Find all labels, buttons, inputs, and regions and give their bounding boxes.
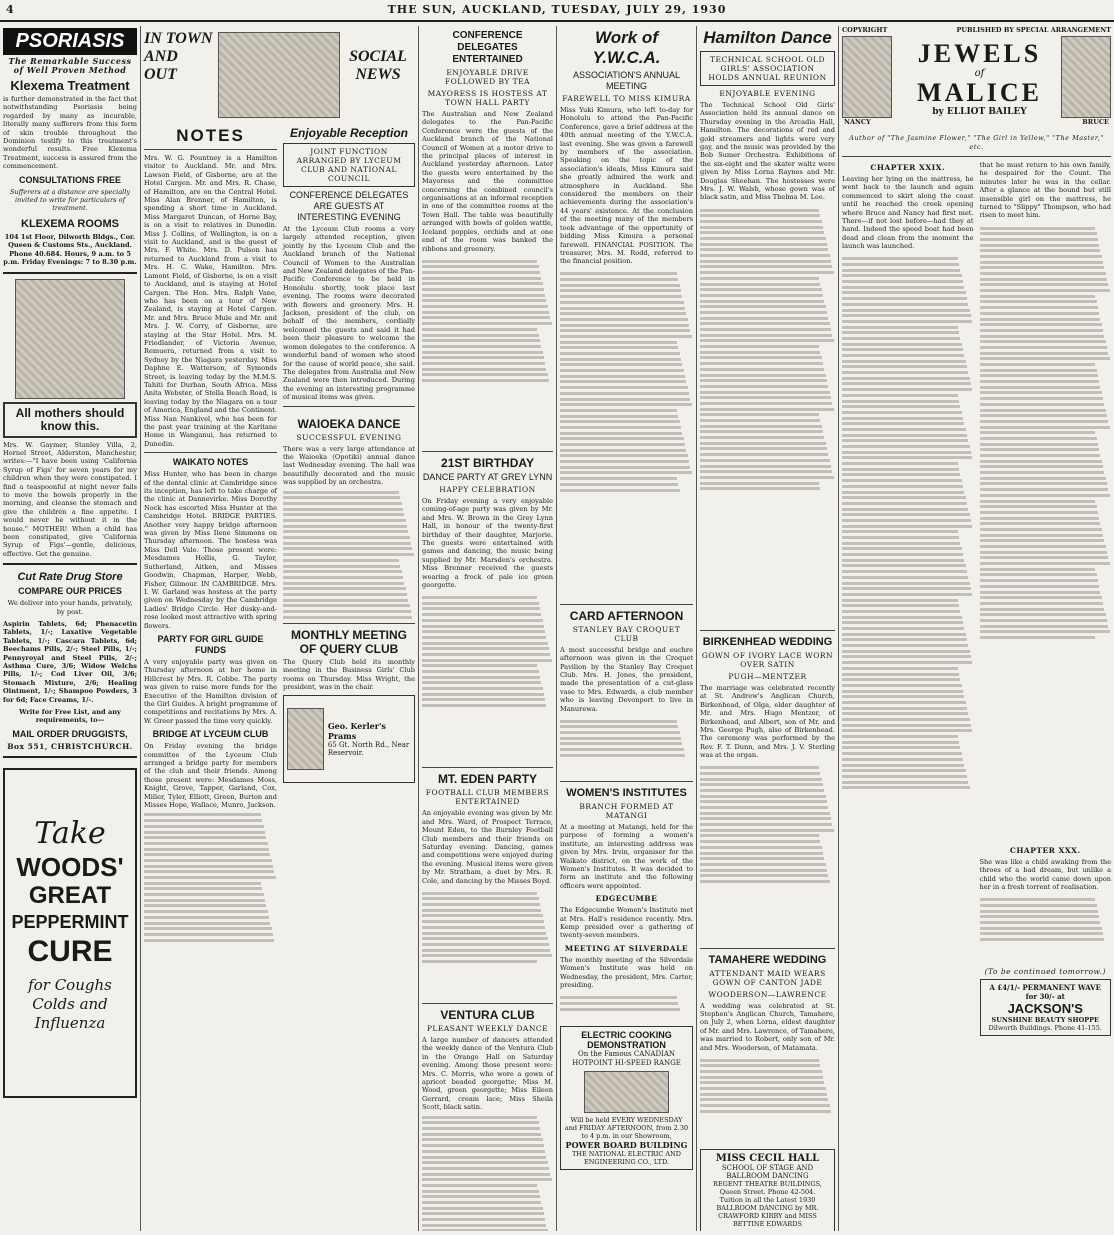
column-filler-text <box>560 717 693 777</box>
query-club-body: The Query Club held its monthly meeting in the Business Girls' Club rooms on Thursday. Miss Wright, the president, was in the chair. <box>283 657 415 691</box>
serial-header <box>842 26 1111 34</box>
jewels-title: JEWELS <box>917 39 1042 68</box>
waikato-heading: WAIKATO NOTES <box>172 457 249 468</box>
birthday-heading: 21ST BIRTHDAY <box>441 455 534 470</box>
ywca-subheading-2: FAREWELL TO MISS KIMURA <box>562 94 691 103</box>
woods-great: GREAT <box>28 881 112 909</box>
women-institutes-body: At a meeting at Matangi, held for the purpose of forming a women's institute, an interesting address was given by Mrs. Irvin, organiser for the Waikato district, on the work of the Women's Institutes. It was decided to form an institute and the following officers were appointed. <box>560 822 693 890</box>
klexema-body: is further demonstrated in the fact that notwithstanding Psoriasis being regarded by many as incurable, literally many sufferers from this form of skin trouble throughout the Dominion testify to this treatment's wonderful results. Free Klexema Treatment, success is assured from the commencement. <box>3 95 137 171</box>
electric-ad-when: Will be held EVERY WEDNESDAY and FRIDAY AFTERNOON, from 2.30 to 4 p.m. in our Showroom, <box>564 1116 689 1141</box>
reception-box: JOINT FUNCTION ARRANGED BY LYCEUM CLUB AND NATIONAL COUNCIL <box>283 143 415 187</box>
pram-ad <box>283 695 415 783</box>
jewels-credit: Author of "The Jasmine Flower," "The Girl in Yellow," "The Master," etc. <box>849 134 1104 151</box>
drug-store-price-list: Aspirin Tablets, 6d; Phenacetin Tablets, 1/-; Laxative Vegetable Tablets, 1/-; Cascara Tablets, 6d; Beechams Pills, 2/-; Steel Pills, 1/-; Pennyroyal and Steel Pills, 2/-; Asthma Cure, 3/6; Widow Welchs Pills, 1/-; Cod Liver Oil, 3/6; Stomach Mixture, 2/6; Healing Ointment, 1/-; Shampoo Powders, 3 for 6d; Face Creams, 1/-. <box>3 620 137 704</box>
divider <box>700 630 835 631</box>
card-heading: CARD AFTERNOON <box>569 608 684 623</box>
serial-columns <box>842 161 1111 1045</box>
electric-ad-heading: ELECTRIC COOKING DEMONSTRATION <box>581 1030 672 1051</box>
ventura-heading: VENTURA CLUB <box>440 1008 535 1023</box>
waioeka-body: There was a very large attendance at the Waioeka (Opotiki) annual dance last Wednesday evening. The hall was beautifully decorated and the music was supplied by an orchestra. <box>283 444 415 487</box>
pram-illustration <box>287 708 324 770</box>
eden-subheading: FOOTBALL CLUB MEMBERS ENTERTAINED <box>425 788 550 807</box>
tamahere-body: A wedding was celebrated at St. Stephen's Anglican Church, Tamahere, on July 2, when Lorna, eldest daughter of Mr. and Mrs. Lawrence, of Tamahere, was married to Robert, only son of Mr. and Mrs. Wooderson, of Matamata. <box>700 1001 835 1052</box>
column-ywca <box>557 26 696 1231</box>
serial-right-text: that he must return to his own family, he despaired for the Count. The minutes later he was in the cellar. After a glance at the bound but still insensible girl on the mattress, he turned to "Slippy" Thompson, who had risen to meet him. <box>979 161 1111 220</box>
jacksons-wave-ad <box>980 979 1112 1036</box>
reception-subheading: CONFERENCE DELEGATES ARE GUESTS AT INTERESTING EVENING <box>289 190 409 222</box>
conference-heading: CONFERENCE DELEGATES ENTERTAINED <box>452 30 523 65</box>
divider <box>144 452 277 453</box>
column-filler-text <box>842 255 974 1045</box>
banner-in-town-and-out: IN TOWN AND OUT <box>144 30 213 83</box>
divider <box>283 623 415 624</box>
divider <box>842 156 1111 157</box>
jewels-of-malice-banner <box>842 36 1111 132</box>
masthead-title: THE SUN, AUCKLAND, TUESDAY, JULY 29, 1930 <box>387 3 727 16</box>
wave-ad-name: JACKSON'S <box>1007 1001 1083 1017</box>
psoriasis-tagline: The Remarkable Success of Well Proven Method <box>8 56 132 75</box>
woods-take: Take <box>34 815 106 851</box>
divider <box>3 563 137 565</box>
nancy-label: NANCY <box>844 118 871 126</box>
hamilton-heading: Hamilton Dance <box>703 28 832 47</box>
electric-ad-where: POWER BOARD BUILDING <box>565 1140 688 1151</box>
divider <box>560 604 693 605</box>
serial-chapter-30-text: She was like a child awaking from the throes of a bad dream, but unlike a child who the world came down upon her in a fresh torrent of realisation. <box>979 857 1111 892</box>
chapter-29-heading: CHAPTER XXIX. <box>870 163 946 172</box>
klexema-rooms-address: 104 1st Floor, Dilworth Bldgs., Cor. Queen & Customs Sts., Auckland. Phone 40.684. Hours, 9 a.m. to 5 p.m. Friday Evenings: 7 to 8.30 p.m. <box>3 232 137 267</box>
tamahere-subheading: ATTENDANT MAID WEARS GOWN OF CANTON JADE <box>709 968 826 987</box>
consultations-note: Sufferers at a distance are specially invited to write for particulars of treatment. <box>9 187 131 213</box>
column-filler-text <box>422 889 553 999</box>
divider <box>422 1003 553 1004</box>
mothers-headline: All mothers should know this. <box>3 402 137 438</box>
wave-ad-shop: SUNSHINE BEAUTY SHOPPE <box>991 1016 1099 1025</box>
reception-heading: Enjoyable Reception <box>289 126 409 140</box>
cecil-hall-ad <box>700 1149 835 1231</box>
divider <box>283 406 415 407</box>
mothers-body: Mrs. W. Gaymer, Stanley Villa, 2, Hornel Street, Alderston, Manchester, writes:—"I have been using 'California Syrup of Figs' for seven years for my children when they were constipated. I find a teaspoonful at night never fails to move the bowels properly in the morning, and cleanse the stomach and give the children a fine appetite. I would never be without it in the house." MOTHER! When a child has been constipated, give 'California Syrup of Figs'—gentle, delicious, effective. Get the genuine. <box>3 440 137 558</box>
drug-store-signature: MAIL ORDER DRUGGISTS, <box>12 728 128 739</box>
party-heading: PARTY FOR GIRL GUIDE FUNDS <box>157 633 264 655</box>
pram-address: 65 Gt. North Rd., Near Reservoir. <box>327 741 410 758</box>
hamilton-box: TECHNICAL SCHOOL OLD GIRLS' ASSOCIATION HOLDS ANNUAL REUNION <box>700 51 835 86</box>
drug-store-subtitle: COMPARE OUR PRICES <box>18 586 122 597</box>
copyright-label: COPYRIGHT <box>842 26 888 34</box>
woods-name: WOODS' <box>16 851 124 882</box>
reception-body: At the Lyceum Club rooms a very largely attended reception, given jointly by the Lyceum Club and the Auckland branch of the National Council of Women to the Australian and New Zealand delegates of the Pan-Pacific Conference to be held in Honolulu shortly, took place last evening. The rooms were decorated with flowers and greenery. Mrs. H. Jackson, president of the club, on behalf of the members, cordially welcomed the guests and said it had been their pleasure to welcome the women delegates to the conference. A wonderful band of women who stood for the cause of world peace, she said. The delegates from Australia and New Zealand were then introduced. During the evening an interesting programme of musical items was given. <box>283 225 415 402</box>
column-ads-left <box>0 26 140 1231</box>
column-conference <box>419 26 556 1231</box>
edgecumbe-body: The Edgecumbe Women's Institute met at Mrs. Hall's residence recently. Mrs. Kemp presided over a gathering of twenty-seven members. <box>560 906 693 940</box>
column-filler-text <box>560 993 693 1023</box>
klexema-title: Klexema Treatment <box>10 78 130 93</box>
birthday-body: On Friday evening a very enjoyable coming-of-age party was given by Mr. and Mrs. W. Brown in the Grey Lynn Hall, in honour of the twenty-first birthday of their daughter, Marjorie. The guests were entertained with games and dancing, the music being supplied by Mr. Marsden's orchestra. Miss Brenner received the guests wearing a frock of pale ice green georgette. <box>422 496 553 589</box>
jewels-malice: MALICE <box>917 78 1042 107</box>
wave-ad-text: A £4/1/- PERMANENT WAVE for 30/- at <box>989 983 1101 1002</box>
birkenhead-body: The marriage was celebrated recently at St. Andrew's Anglican Church, Birkenhead, of Olga, elder daughter of Mr. and Mrs. Hugo Mentzer, of Birkenhead, and Albert, son of Mr. and Mrs. George Pugh, also of Birkenhead. The ceremony was performed by the Rev. F. T. Dunn, and Mrs. J. V. Sterling was at the organ. <box>700 683 835 760</box>
wave-ad-address: Dilworth Buildings. Phone 41-155. <box>988 1024 1102 1033</box>
column-filler-text <box>980 895 1112 965</box>
jewels-title-block <box>896 40 1063 118</box>
divider <box>560 781 693 782</box>
cecil-hall-heading: MISS CECIL HALL <box>715 1152 820 1164</box>
masthead-rule <box>0 20 1114 22</box>
ventura-body: A large number of dancers attended the weekly dance of the Ventura Club in the Orange Hall on Saturday evening. Among those present were: Mrs. C. Morris, who wore a gown of apricot beaded georgette; Miss M. Wood, green georgette; Miss Eileen Gerrard, cream lace; Miss Sheila Scott, black satin. <box>422 1036 553 1112</box>
ywca-heading: Work of Y.W.C.A. <box>592 28 661 67</box>
column-filler-text <box>422 593 553 763</box>
drug-store-title: Cut Rate Drug Store <box>17 571 123 584</box>
ventura-subheading: PLEASANT WEEKLY DANCE <box>426 1024 549 1034</box>
cecil-hall-body: Tuition in all the Latest 1930 BALLROOM DANCING by MR. CRAWFORD KIRBY and MISS BETTINE EDWARDS <box>716 1195 819 1228</box>
drug-store-box: Box 551, CHRISTCHURCH. <box>7 741 133 751</box>
cecil-hall-subheading: SCHOOL OF STAGE AND BALLROOM DANCING <box>721 1163 814 1180</box>
electric-ad-body: On the Famous CANADIAN HOTPOINT HI-SPEED RANGE <box>572 1050 681 1068</box>
chapter-30-heading: CHAPTER XXX. <box>1009 845 1081 855</box>
column-filler-text <box>560 270 693 600</box>
banner-illustration <box>218 32 340 118</box>
eden-body: An enjoyable evening was given by Mr. and Mrs. Ward, of Prospect Terrace, Mount Eden, to the Burnley Football Club members and their friends on Saturday evening. Dancing, games and competitions were enjoyed during the evening. Musical items were given by Mr. Stratham, a duet by Mrs. R. Cole, and dancing by the Misses Boyd. <box>422 809 553 885</box>
masthead <box>0 0 1114 22</box>
birthday-subheading-2: HAPPY CELEBRATION <box>439 484 536 494</box>
card-body: A most successful bridge and euchre afternoon was given in the Croquet Pavilion by the Stanley Bay Croquet Club. Mrs. H. Jones, the president, made the presentation of a cut-glass vase to Mrs. Edwards, a club member who is leaving Devonport to live in Manurewa. <box>560 645 693 713</box>
women-institutes-heading: WOMEN'S INSTITUTES <box>566 786 687 799</box>
woods-cure: CURE <box>27 934 113 968</box>
nancy-portrait <box>842 36 892 118</box>
women-institutes-subheading: BRANCH FORMED AT MATANGI <box>579 801 674 820</box>
consultations-title: CONSULTATIONS FREE <box>19 174 121 185</box>
psoriasis-banner: PSORIASIS <box>3 28 137 55</box>
column-filler-text <box>283 491 415 619</box>
woods-peppermint: PEPPERMINT <box>11 911 129 932</box>
silverdale-body: The monthly meeting of the Silverdale Women's Institute was held on Wednesday, the president, Mrs. Carter, presiding. <box>560 955 693 990</box>
divider <box>700 948 835 949</box>
bridge-body: On Friday evening the bridge committee of the Lyceum Club arranged a bridge party for members of the club and their friends. Among those present were: Mesdames Moss, Knight, Grove, Tapper, Garland, Cox, Miller, Tyler, Elliott, Green, Burton and Misses Hope, Wallace, Munro, Jackson. <box>144 742 277 810</box>
column-filler-text <box>422 257 553 447</box>
silverdale-heading: MEETING AT SILVERDALE <box>564 943 689 953</box>
waioeka-subheading: SUCCESSFUL EVENING <box>296 432 402 442</box>
page-number: 4 <box>6 3 15 16</box>
divider <box>3 756 137 758</box>
column-reception <box>280 122 418 1231</box>
notes-heading: NOTES <box>176 126 245 145</box>
serial-right-column <box>980 161 1112 1045</box>
divider <box>144 149 277 150</box>
social-news-banner <box>142 28 416 120</box>
tamahere-heading: TAMAHERE WEDDING <box>708 953 827 966</box>
serial-left-text: Leaving her lying on the mattress, he went back to the launch and again commenced to skirt along the coast until he reached the creek opening where Bruce and Nancy had first met. There—if not lost before—had they at hand. Indeed the speed boat had been dead and clean from the moment the launch was launched. <box>842 175 974 251</box>
bridge-heading: BRIDGE AT LYCEUM CLUB <box>152 729 269 740</box>
column-hamilton <box>697 26 838 1231</box>
conference-subheading-2: MAYORESS IS HOSTESS AT TOWN HALL PARTY <box>427 89 548 107</box>
klexema-rooms-title: KLEXEMA ROOMS <box>21 217 119 230</box>
notes-body: Mrs. W. G. Pountney is a Hamilton visitor to Auckland. Mr. and Mrs. Lawson Field, of Gisborne, are at the Hotel Cargen. Mr. and Mrs. R. Chase, of Hamilton, are on the Central Hotel. Miss Alan Brenner, of Hamilton, is spending a short time in Auckland. Miss Margaret Duncan, of Horne Bay, is on a visit to relatives in Dunedin. Miss J. Collins, of Wellington, is on a visit to Auckland, and is the guest of Mrs. F. White. Mrs. D. Pulson has returned to Auckland from a visit to Mrs. H. C. Wake, Hamilton. Mrs. Lamont Field, of Gisborne, is on a visit to Auckland, and is staying at Hotel Cargen. The Hon. Mrs. Ralph Vane, who has been on a tour of New Zealand, is staying at Hotel Cargen. Mr. and Mrs. Bruce Mule and Mr. and Mrs. J. W. Corry, of Gisborne, are staying at the Star Hotel. Mrs. M. Friedlander, of Victoria Avenue, Remuera, returned from a visit to Sydney by the Niagara yesterday. Miss Daphne E. Watterson, of Symonds Street, is leaving today by the M.M.S. Tahiti for Durban, South Africa. Miss Anita Webster, of Stella Beach Road, is leaving today by the Niagara on a tour of America, England and the Continent. Miss Nan Nankivel, who has been for the past year training at the Karitane Home in Wanganui, has returned to Dunedin. <box>144 154 277 448</box>
stove-illustration <box>584 1071 669 1113</box>
ywca-subheading: ASSOCIATION'S ANNUAL MEETING <box>572 70 681 91</box>
column-filler-text <box>144 813 277 941</box>
drug-store-note: We deliver into your hands, privately, by post. <box>7 599 133 616</box>
query-club-heading: MONTHLY MEETING OF QUERY CLUB <box>290 627 407 656</box>
divider <box>3 272 137 274</box>
child-portrait-illustration <box>15 279 125 399</box>
birkenhead-heading: BIRKENHEAD WEDDING <box>702 635 833 648</box>
birkenhead-subheading: GOWN OF IVORY LACE WORN OVER SATIN <box>701 650 834 669</box>
jewels-of: of <box>974 68 985 79</box>
column-filler-text <box>700 1056 835 1146</box>
column-filler-text <box>980 224 1112 844</box>
bruce-label: BRUCE <box>1082 118 1109 126</box>
waioeka-heading: WAIOEKA DANCE <box>297 416 401 431</box>
serial-left-column <box>842 161 974 1045</box>
woods-peppermint-ad <box>3 768 137 1098</box>
woods-for: for Coughs Colds and Influenza <box>28 975 112 1032</box>
card-subheading: STANLEY BAY CROQUET CLUB <box>572 624 681 643</box>
waikato-body: Miss Hunter, who has been in charge of the dental clinic at Cambridge since its inception, has left to take charge of the clinic at Dannevirke. Miss Dorothy Nock has escorted Miss Hunter at the Cambridge Hotel. BRIDGE PARTIES. Another very happy bridge afternoon was given by Miss Ilene Simmons on Thursday afternoon. The hostess was Miss Dell Vale. Those present were: Mesdames Hollis, G. Taylor, Sutherland, Aitken, and Misses Goodwin, Chapman, Harper, Webb, Fisher, Gilmour. IN CAMBRIDGE. Mrs. I. W. Garland was hostess at the party given on Wednesday by the Cambridge Ladies' Bridge Circle. Her dusky-and-rose looked most attractive with spring flowers. <box>144 470 277 630</box>
column-filler-text <box>700 206 835 626</box>
cecil-hall-address: REGENT THEATRE BUILDINGS, Queen Street. Phone 42-504. <box>713 1179 822 1196</box>
conference-body: The Australian and New Zealand delegates to the Pan-Pacific Conference were the guests of the Auckland branch of the National Council of Women at a motor drive to the principal places of interest in Auckland yesterday afternoon. Later the guests were entertained by the Mayoress and the committee concerning the combined council's organisations at an informal reception in one of the committee rooms at the Town Hall. The table was beautifully arranged with bowls of golden wattle, Iceland poppies, orchids and at one end of the room was banked the ribbons and greenery. <box>422 110 553 253</box>
column-serial <box>839 26 1114 1231</box>
electric-ad-firm: THE NATIONAL ELECTRIC AND ENGINEERING CO., LTD. <box>571 1150 682 1167</box>
birthday-subheading: DANCE PARTY AT GREY LYNN <box>422 471 553 482</box>
birkenhead-subheading-2: PUGH—MENTZER <box>728 671 807 681</box>
electric-cooking-ad <box>560 1026 693 1170</box>
bruce-portrait <box>1061 36 1111 118</box>
jewels-author: by ELLIOT BAILEY <box>932 107 1027 117</box>
conference-subheading: ENJOYABLE DRIVE FOLLOWED BY TEA <box>444 68 531 86</box>
eden-heading: MT. EDEN PARTY <box>437 772 538 787</box>
edgecumbe-heading: EDGECUMBE <box>595 894 658 904</box>
column-filler-text <box>422 1116 553 1231</box>
party-body: A very enjoyable party was given on Thursday afternoon at her home in Hillcrest by Mrs. R. Cobbe. The party was given to raise more funds for the Executive of the Hamilton division of the Girl Guides. A bright programme of competitions and recitations by Mrs. A. W. Greer passed the time very quickly. <box>144 657 277 725</box>
published-label: PUBLISHED BY SPECIAL ARRANGEMENT <box>956 26 1111 34</box>
to-be-continued: (To be continued tomorrow.) <box>984 967 1106 977</box>
tamahere-subheading-2: WOODERSON—LAWRENCE <box>708 989 827 999</box>
hamilton-body: The Technical School Old Girls' Association held its annual dance on Thursday evening in the Arcadia Hall, Hamilton. The decorations of red and gold streamers and lights were very gay, and the music was provided by the Bob Sumer Orchestra. Exhibitions of the six-eight and the skater waltz were given by Miss Lorna Raynes and Mr. Douglas Sheehan. The hostesses were Mrs. J. W. Walsh, whose gown was of black satin, and Miss Thelma M. Lee. <box>700 101 835 202</box>
column-notes <box>141 122 280 1231</box>
hamilton-subheading: ENJOYABLE EVENING <box>719 89 816 98</box>
banner-social-news: SOCIAL NEWS <box>349 48 407 83</box>
divider <box>422 767 553 768</box>
drug-store-order: Write for Free List, and any requirements, to— <box>19 708 121 725</box>
column-filler-text <box>700 764 835 944</box>
ywca-body: Miss Yuki Kimura, who left to-day for Honolulu to attend the Pan-Pacific Conference, gave a brief address at the 40th annual meeting of the Y.W.C.A. last evening. She was given a farewell by members of the association. Speaking on the topic of the association's ideals, Miss Kimura said she greatly admired the work and atmosphere in Auckland. She considered the members on their achievements during the association's 44 years' existence. At the conclusion of the meeting many of the members took advantage of the opportunity of bidding Miss Kimura a personal farewell. FINANCIAL POSITION. The treasurer, Mrs. M. Rodd, referred to the financial position. <box>560 106 693 266</box>
divider <box>422 451 553 452</box>
pram-title: Geo. Kerler's Prams <box>327 721 386 742</box>
